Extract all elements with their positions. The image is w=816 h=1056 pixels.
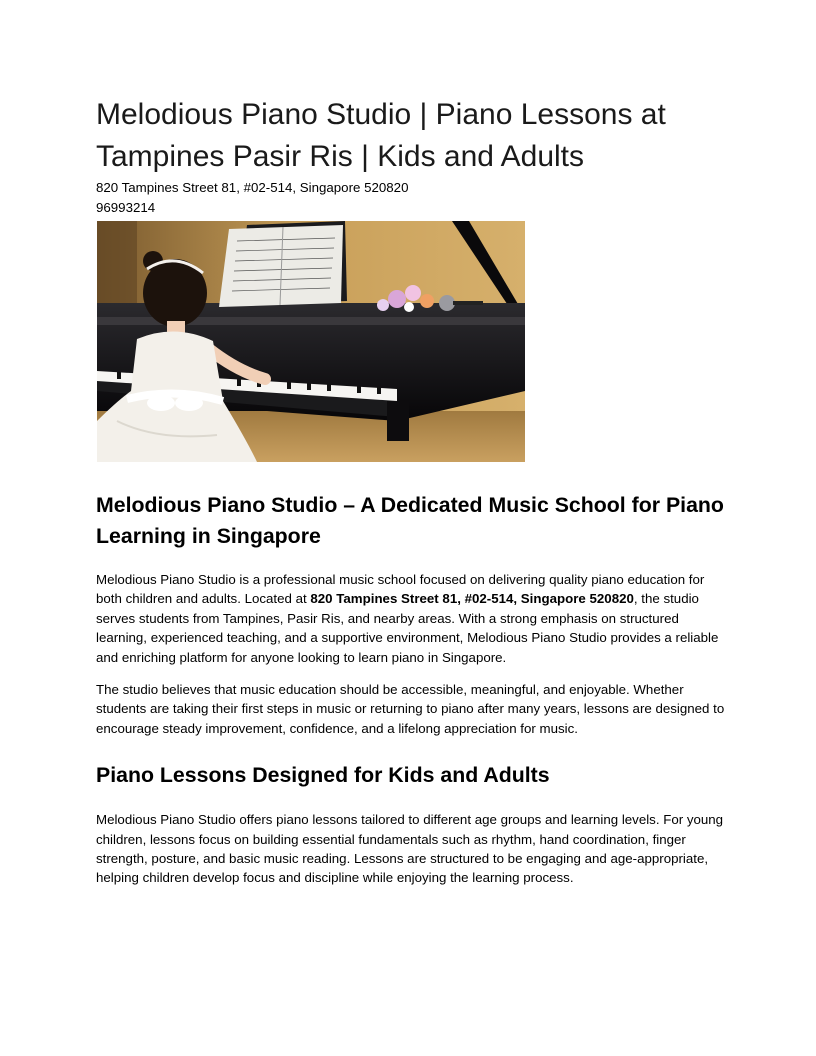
address-bold: 820 Tampines Street 81, #02-514, Singapore 520820 <box>310 591 634 607</box>
intro-paragraph <box>96 570 726 667</box>
address-line: 820 Tampines Street 81, #02-514, Singapore 520820 <box>96 180 409 195</box>
intro-text-end: , the studio serves students from Tampines, Pasir Ris, and nearby areas. With a strong emphasis on structured learning, experienced teaching, and a supportive environment, Melodious Piano Studio provides a reliable and enriching platform for anyone looking to learn piano in Singapore. <box>96 591 719 665</box>
page-title: Melodious Piano Studio | Piano Lessons at Tampines Pasir Ris | Kids and Adults <box>96 98 666 173</box>
document-page <box>96 94 726 888</box>
section-heading-lessons: Piano Lessons Designed for Kids and Adults <box>96 763 550 788</box>
phone-line: 96993214 <box>96 200 156 215</box>
philosophy-paragraph: The studio believes that music education should be accessible, meaningful, and enjoyable. Whether students are taking their first steps in music or returning to piano after many years, lessons are designed to encourage steady improvement, confidence, and a lifelong appreciation for music. <box>96 682 725 736</box>
section-heading-school: Melodious Piano Studio – A Dedicated Music School for Piano Learning in Singapore <box>96 493 724 548</box>
lessons-paragraph: Melodious Piano Studio offers piano lessons tailored to different age groups and learning levels. For young children, lessons focus on building essential fundamentals such as rhythm, hand coordination, finger strength, posture, and basic music reading. Lessons are structured to be engaging and age-appropriate, helping children develop focus and discipline while enjoying the learning process. <box>96 812 724 886</box>
intro-text-start: Melodious Piano Studio is a professional music school focused on delivering quality piano education for both children and adults. Located at <box>96 572 705 607</box>
piano-photo-icon <box>97 221 525 462</box>
